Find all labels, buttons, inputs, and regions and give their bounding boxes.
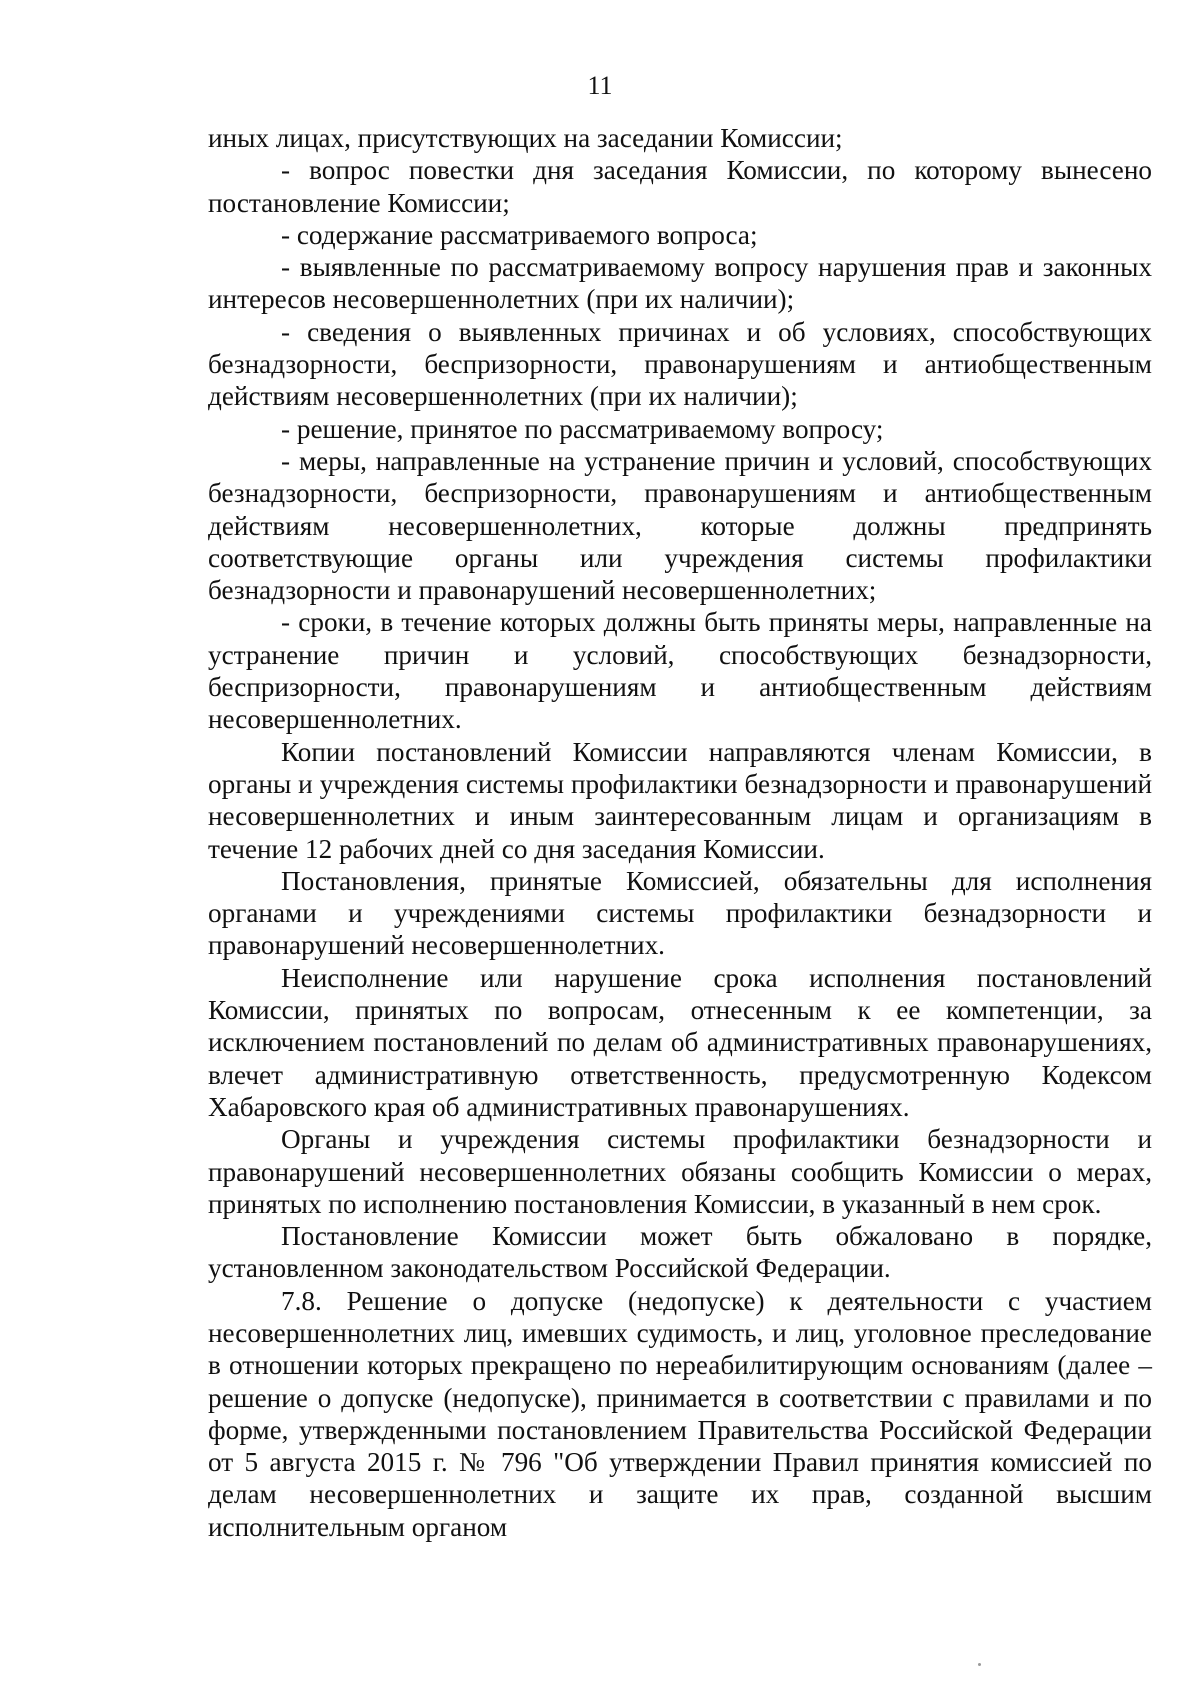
list-item-deadlines: - сроки, в течение которых должны быть приняты меры, направленные на устранение причин и условий, способствующих безнадзорности, беспризорности, правонарушениям и антиобщественным действиям несовершеннолетних. <box>208 607 1152 735</box>
paragraph-section-7-8: 7.8. Решение о допуске (недопуске) к деятельности с участием несовершеннолетних лиц, имевших судимость, и лиц, уголовное преследование в отношении которых прекращено по нереабилитирующим основаниям (далее – решение о допуске (недопуске), принимается в соответствии с правилами и по форме, утвержденными постановлением Правительства Российской Федерации от 5 августа 2015 г. № 796 "Об утверждении Правил принятия комиссией по делам несовершеннолетних и защите их прав, созданной высшим исполнительным органом <box>208 1285 1152 1542</box>
list-item-question-content: - содержание рассматриваемого вопроса; <box>281 219 758 250</box>
paragraph-non-execution: Неисполнение или нарушение срока исполнения постановлений Комиссии, принятых по вопросам, отнесенным к ее компетенции, за исключением постановлений по делам об административных правонарушениях, влечет административную ответственность, предусмотренную Кодексом Хабаровского края об административных правонарушениях. <box>208 962 1152 1122</box>
paragraph-copies: Копии постановлений Комиссии направляются членам Комиссии, в органы и учреждения системы профилактики безнадзорности и правонарушений несовершеннолетних и иным заинтересованным лицам и организациям в течение 12 рабочих дней со дня заседания Комиссии. <box>208 736 1152 864</box>
list-item-violations: - выявленные по рассматриваемому вопросу нарушения прав и законных интересов несовершеннолетних (при их наличии); <box>208 252 1152 315</box>
list-item-decision: - решение, принятое по рассматриваемому вопросу; <box>281 413 884 444</box>
paragraph-report-obligation: Органы и учреждения системы профилактики безнадзорности и правонарушений несовершеннолетних обязаны сообщить Комиссии о мерах, принятых по исполнению постановления Комиссии, в указанный в нем срок. <box>208 1124 1152 1219</box>
paragraph-continuation: иных лицах, присутствующих на заседании Комиссии; <box>208 123 843 153</box>
document-body <box>208 122 1152 1543</box>
page-number: 11 <box>587 71 613 100</box>
list-item-agenda-question: - вопрос повестки дня заседания Комиссии, по которому вынесено постановление Комиссии; <box>208 155 1152 218</box>
paragraph-appeal: Постановление Комиссии может быть обжаловано в порядке, установленном законодательством Российской Федерации. <box>208 1221 1152 1284</box>
paragraph-binding: Постановления, принятые Комиссией, обязательны для исполнения органами и учреждениями системы профилактики безнадзорности и правонарушений несовершеннолетних. <box>208 865 1152 961</box>
scan-speck <box>978 1663 981 1666</box>
list-item-causes: - сведения о выявленных причинах и об условиях, способствующих безнадзорности, беспризорности, правонарушениям и антиобщественным действиям несовершеннолетних (при их наличии); <box>208 316 1152 412</box>
list-item-measures: - меры, направленные на устранение причин и условий, способствующих безнадзорности, беспризорности, правонарушениям и антиобщественным действиям несовершеннолетних, которые должны предпринять соответствующие органы или учреждения системы профилактики безнадзорности и правонарушений несовершеннолетних; <box>208 445 1152 606</box>
